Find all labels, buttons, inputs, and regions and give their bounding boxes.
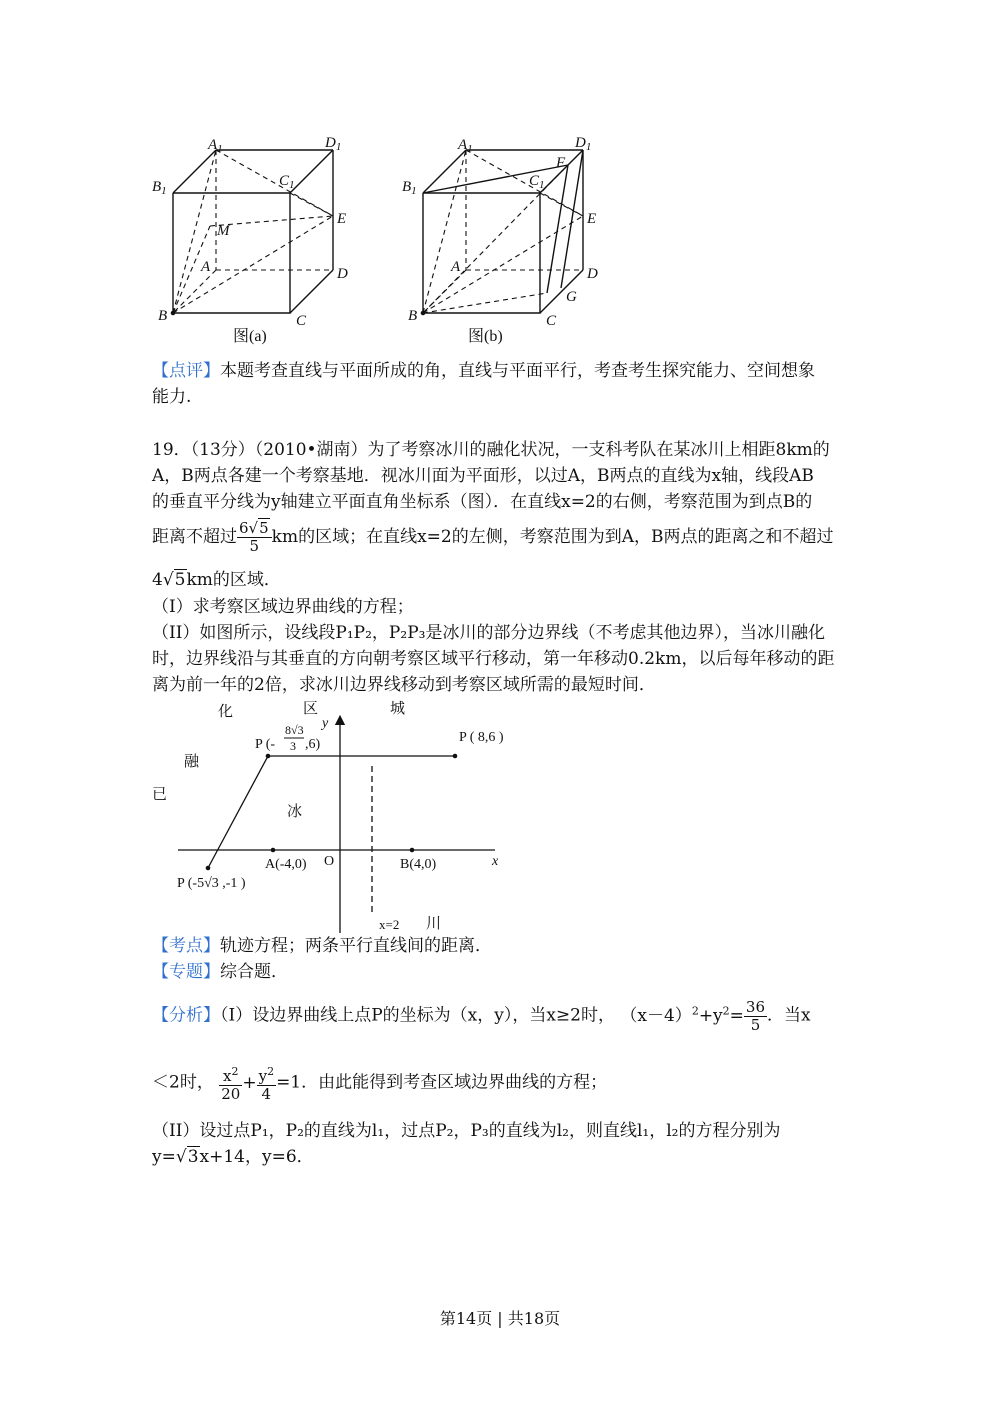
label-e: E (337, 211, 347, 227)
q19-line2: A，B两点各建一个考察基地．视冰川面为平面形，以过A，B两点的直线为x轴，线段AB (152, 466, 814, 486)
label-bing: 冰 (287, 804, 303, 820)
fenxi-line1: 【分析】（I）设边界曲线上点P的坐标为（x，y），当x≥2时， $(x-4)^2+y^2=$ $\frac{36}{5}$ ．当x (152, 997, 811, 1034)
label-d: D (337, 266, 348, 282)
label-p2-post: ,6) (305, 737, 321, 752)
label-b-a1: $A_1$ (458, 137, 473, 155)
label-rong: 融 (184, 754, 200, 770)
equation-ellipse: $\frac{x^2}{20}$ + $\frac{y^2}{4}$ (221, 1065, 275, 1103)
label-point-b: B(4,0) (400, 857, 437, 872)
comment-line1: 【点评】本题考查直线与平面所成的角，直线与平面平行，考查考生探究能力、空间想象 (152, 361, 815, 381)
label-a1: $A_1$ (208, 137, 223, 155)
fenxi-part2-eq: y=√3x+14，y=6． (152, 1147, 314, 1167)
label-y-axis: y (322, 716, 329, 731)
label-b-c1: $C_1$ (529, 173, 545, 191)
label-p1: P (-5√3 ,-1 ) (177, 876, 246, 891)
caption-a: 图(a) (233, 328, 267, 345)
page-footer: 第14页 | 共18页 (439, 1309, 561, 1328)
label-b-e: E (587, 211, 597, 227)
fenxi-part2: （II）设过点P₁，P₂的直线为l₁，过点P₂，P₃的直线为l₂，则直线l₁，l₂的方程分别为 (152, 1121, 781, 1141)
label-b-b1: $B_1$ (402, 179, 417, 197)
kaodian-tag: 【考点】 (152, 936, 220, 956)
label-b-a: A (451, 259, 461, 275)
label-b1: $B_1$ (152, 179, 167, 197)
label-cheng: 城 (390, 701, 406, 717)
label-qu: 区 (303, 701, 319, 717)
label-b-b: B (408, 308, 418, 324)
label-m: M (217, 223, 230, 239)
label-p2-num: 8√3 (285, 723, 304, 737)
label-origin: O (324, 854, 335, 869)
label-yi: 已 (152, 787, 168, 803)
caption-b: 图(b) (468, 328, 503, 345)
label-b-f: F (556, 155, 566, 171)
label-p2: P (- (255, 737, 276, 752)
label-b: B (158, 308, 168, 324)
label-b-d: D (587, 266, 598, 282)
label-p2-den: 3 (290, 739, 296, 753)
glacier-diagram (150, 698, 530, 938)
figure-b (421, 150, 583, 315)
comment-tag: 【点评】 (152, 361, 220, 381)
label-point-a: A(-4,0) (265, 857, 307, 872)
q19-line4: 距离不超过 $\frac{6√5}{5}$ km的区域；在直线x=2的左侧，考察范围为到A，B两点的距离之和不超过 (152, 519, 834, 555)
figure-a (171, 150, 333, 315)
label-d1: $D_1$ (325, 135, 342, 153)
label-p3: P ( 8,6 ) (459, 730, 504, 745)
zhuanti-tag: 【专题】 (152, 962, 220, 982)
comment-line2: 能力. (152, 387, 192, 407)
label-a: A (201, 259, 211, 275)
q19-part2-line2: 时，边界线沿与其垂直的方向朝考察区域平行移动，第一年移动0.2km，以后每年移动的距 (152, 649, 835, 669)
boundary-p1p2 (208, 756, 268, 868)
fenxi-line2: ＜2时， $\frac{x^2}{20}$ + $\frac{y^2}{4}$ =1．由此能得到考查区域边界曲线的方程； (152, 1065, 608, 1103)
q19-line5: 4√5km的区域． (152, 570, 281, 590)
label-b-d1: $D_1$ (575, 135, 592, 153)
label-c1: $C_1$ (279, 173, 295, 191)
q19-line1: 19．（13分）（2010•湖南）为了考察冰川的融化状况，一支科考队在某冰川上相距8km的 (152, 440, 830, 460)
equation-circle: $(x-4)^2+y^2=$ $\frac{36}{5}$ (620, 997, 766, 1034)
q19-part2-line3: 离为前一年的2倍，求冰川边界线移动到考察区域所需的最短时间． (152, 675, 656, 695)
label-b-g: G (566, 289, 577, 305)
label-b-c: C (546, 313, 557, 329)
label-x2: x=2 (379, 917, 400, 932)
label-hua: 化 (218, 704, 234, 720)
q19-part2-line1: （II）如图所示，设线段P₁P₂，P₂P₃是冰川的部分边界线（不考虑其他边界），当冰川融化 (152, 623, 825, 643)
kaodian-line: 【考点】轨迹方程；两条平行直线间的距离． (152, 936, 492, 956)
q19-line3: 的垂直平分线为y轴建立平面直角坐标系（图）．在直线x=2的右侧，考察范围为到点B的 (152, 492, 813, 512)
label-c: C (296, 313, 307, 329)
fenxi-tag: 【分析】 (152, 1005, 220, 1026)
cube-figures (140, 128, 620, 353)
label-x-axis: x (492, 854, 499, 869)
zhuanti-line: 【专题】综合题． (152, 962, 288, 982)
q19-part1: （I）求考察区域边界曲线的方程； (152, 597, 414, 617)
fraction-6sqrt5-over-5: $\frac{6√5}{5}$ (237, 520, 272, 555)
label-chuan: 川 (426, 916, 442, 932)
